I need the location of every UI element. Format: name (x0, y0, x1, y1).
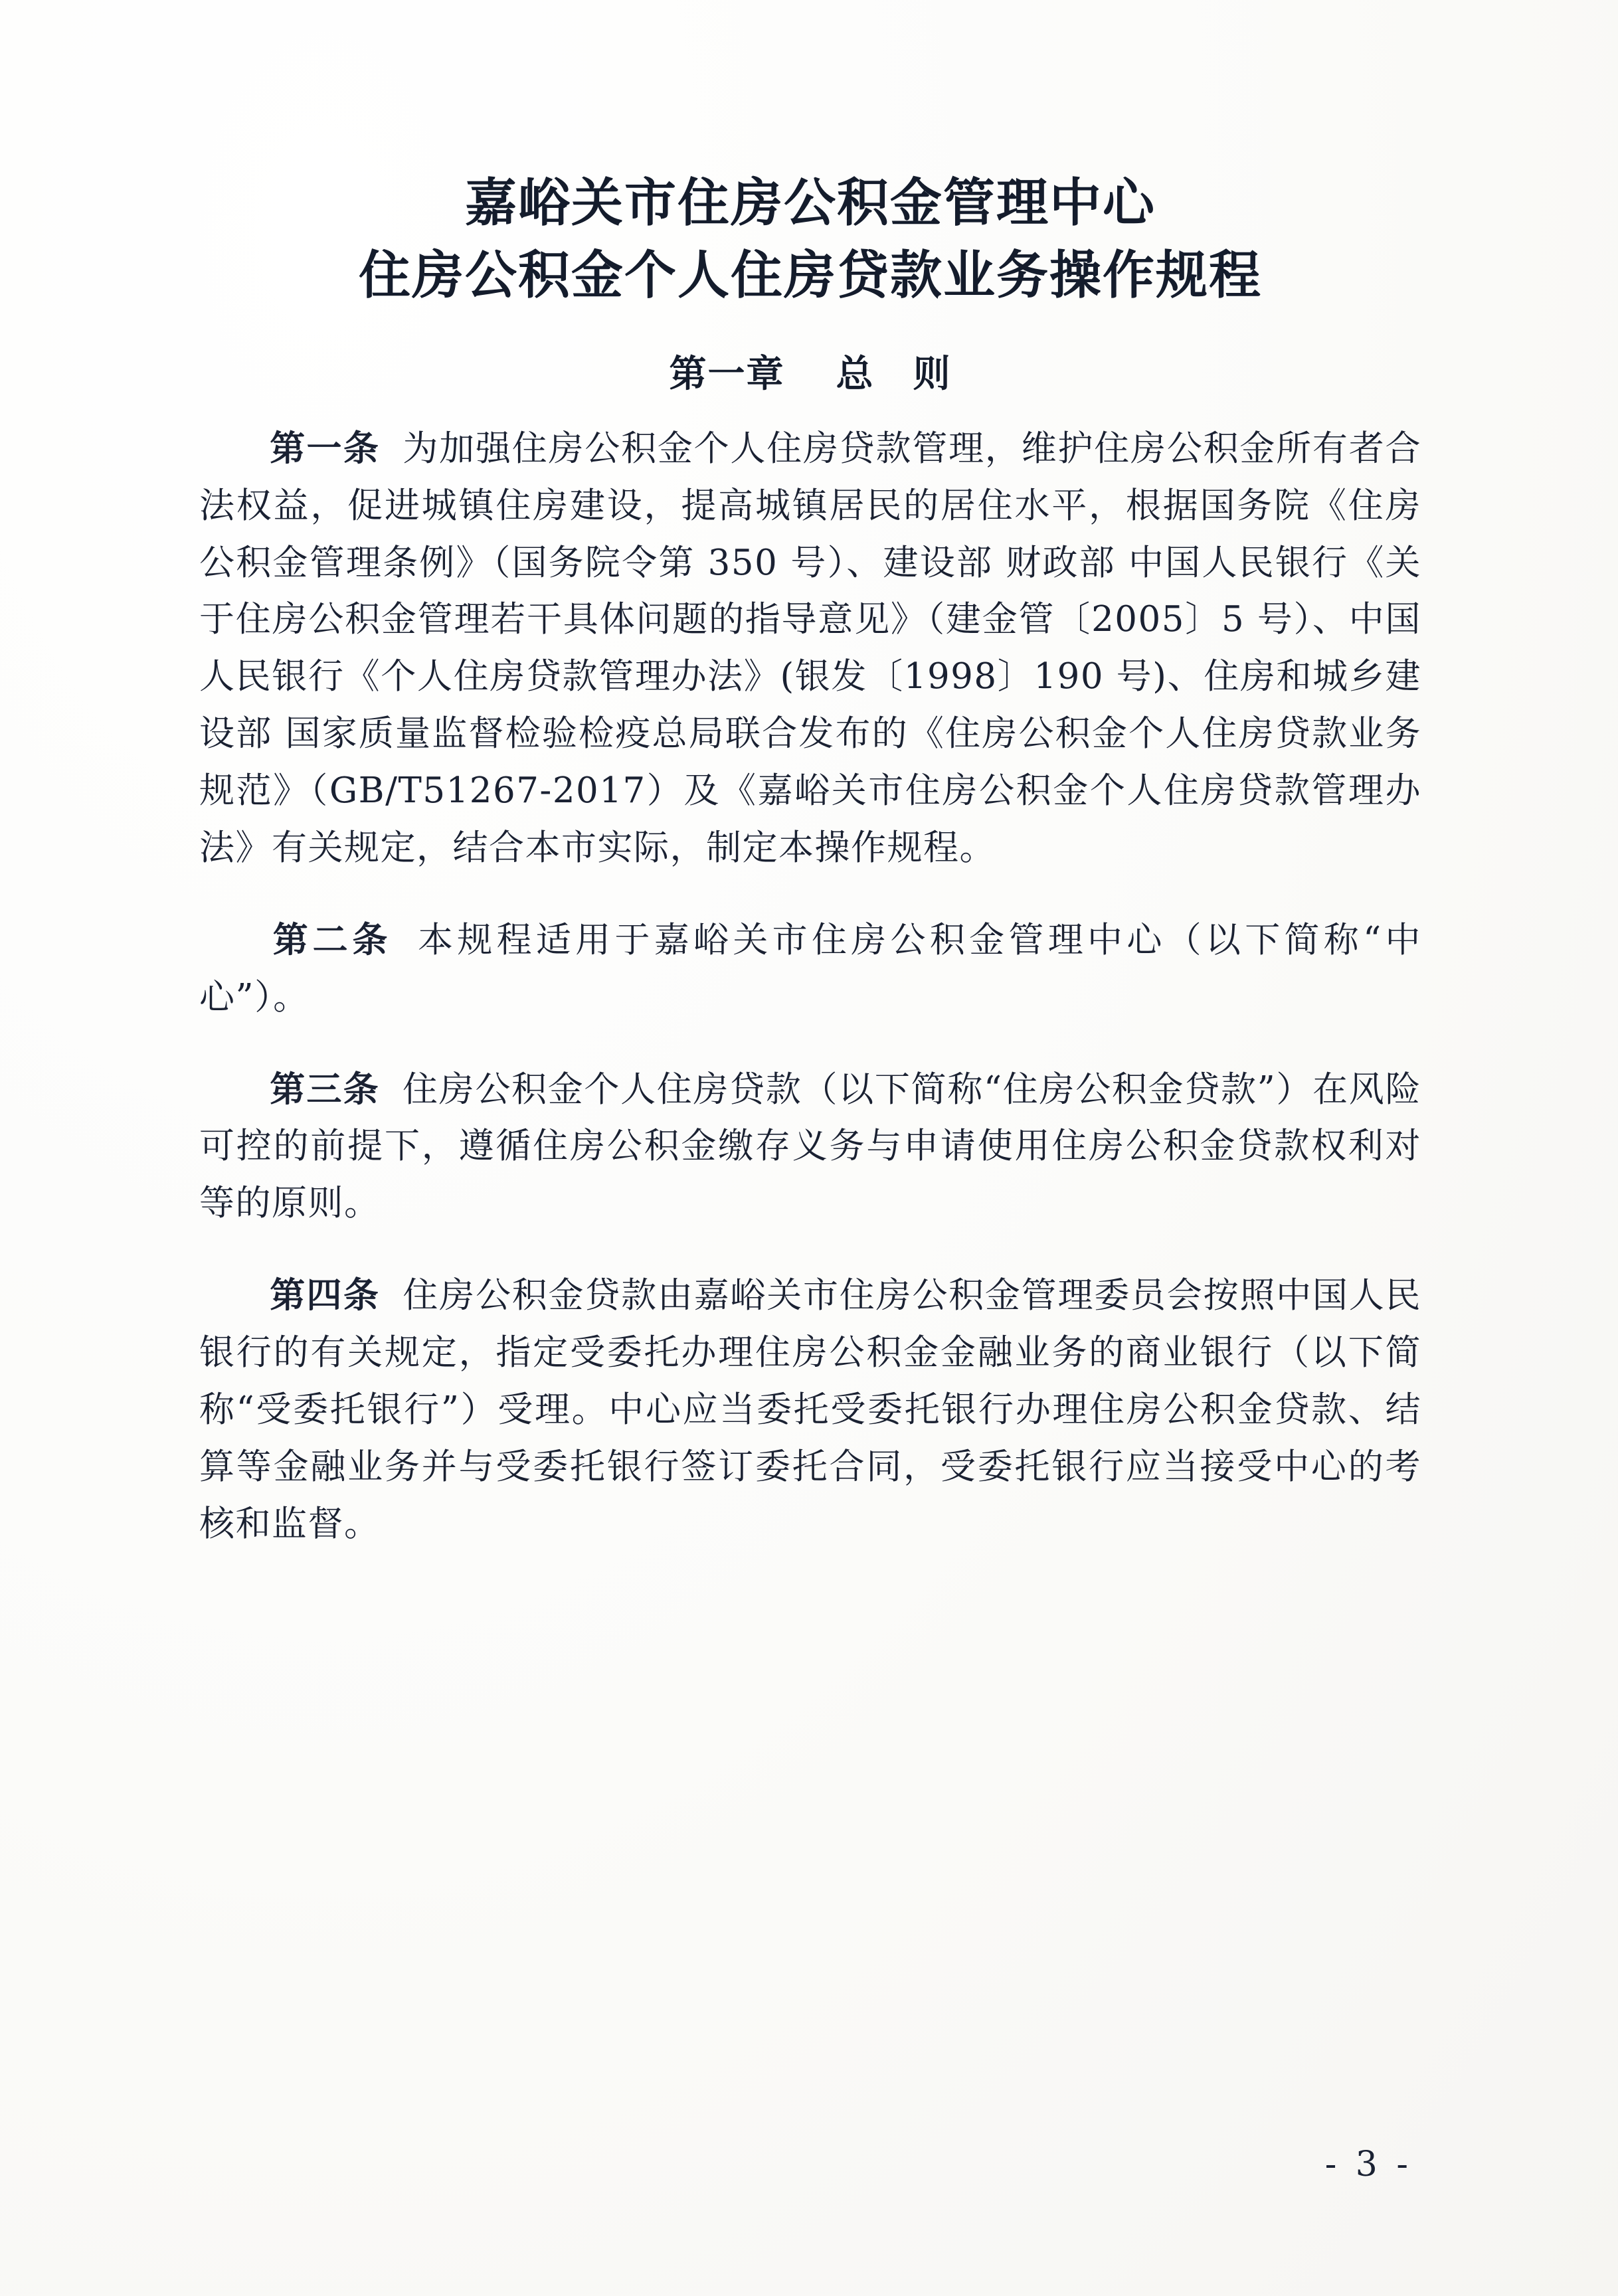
article-paragraph (199, 1267, 1421, 1552)
article-number: 第二条 (270, 919, 393, 960)
page-title (199, 169, 1421, 310)
article-paragraph (199, 420, 1421, 877)
article-paragraph (199, 912, 1421, 1026)
page-number: - 3 - (1324, 2145, 1412, 2184)
title-line-2: 住房公积金个人住房贷款业务操作规程 (358, 244, 1262, 306)
chapter-heading-number: 第一章 (669, 351, 785, 396)
article-number: 第一条 (270, 427, 381, 469)
article-paragraph (199, 1061, 1421, 1233)
article-text: 住房公积金贷款由嘉峪关市住房公积金管理委员会按照中国人民银行的有关规定，指定受委托办理住房公积金金融业务的商业银行（以下简称“受委托银行”）受理。中心应当委托受委托银行办理住房公积金贷款、结算等金融业务并与受委托银行签订委托合同，受委托银行应当接受中心的考核和监督。 (199, 1275, 1421, 1544)
article-number: 第三条 (270, 1068, 380, 1110)
document-content (199, 169, 1421, 1587)
chapter-heading-title: 总 则 (836, 351, 952, 396)
article-text: 为加强住房公积金个人住房贷款管理，维护住房公积金所有者合法权益，促进城镇住房建设，提高城镇居民的居住水平，根据国务院《住房公积金管理条例》（国务院令第 350 号）、建设部 财政部 中国人民银行《关于住房公积金管理若干具体问题的指导意见》（建金管〔2005〕5 号）、中国人民银行《个人住房贷款管理办法》(银发〔1998〕190 号)、住房和城乡建设部 国家质量监督检验检疫总局联合发布的《住房公积金个人住房贷款业务规范》（GB/T51267-2017）及《嘉峪关市住房公积金个人住房贷款管理办法》有关规定，结合本市实际，制定本操作规程。 (199, 428, 1421, 868)
article-text: 住房公积金个人住房贷款（以下简称“住房公积金贷款”）在风险可控的前提下，遵循住房公积金缴存义务与申请使用住房公积金贷款权利对等的原则。 (199, 1069, 1421, 1224)
title-line-1: 嘉峪关市住房公积金管理中心 (464, 173, 1156, 233)
chapter-heading (199, 345, 1421, 398)
article-number: 第四条 (270, 1275, 381, 1316)
article-text: 本规程适用于嘉峪关市住房公积金管理中心（以下简称“中心”）。 (199, 919, 1421, 1017)
